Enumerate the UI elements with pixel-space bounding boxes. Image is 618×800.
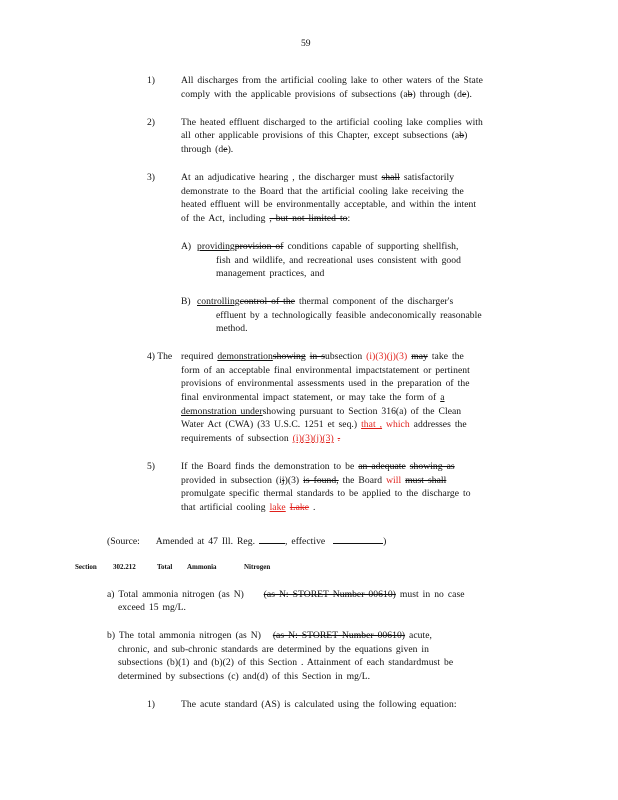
item-3-line-4: of the Act, including , but not limited to:	[181, 213, 351, 224]
subitem-a-line-1: providingprovision of conditions capable of supporting shellfish,	[197, 241, 459, 252]
item-5-number: 5)	[147, 461, 155, 472]
subitem-a-label: A)	[181, 241, 192, 252]
item-1-line-2: comply with the applicable provisions of subsections (ab) through (de).	[181, 89, 472, 100]
item-3-line-2: demonstrate to the Board that the artificial cooling lake receiving the	[181, 186, 464, 197]
section-number: 302.212	[113, 563, 136, 571]
page-number: 59	[301, 38, 311, 49]
item-2-line-2: all other applicable provisions of this Chapter, except subsections (ab)	[181, 130, 468, 141]
section-label: Section	[75, 563, 97, 571]
item-4-line-3: provisions of environmental assessments used in the preparation of the	[181, 378, 470, 389]
item-5-line-3: promulgate specific thermal standards to be applied to the discharge to	[181, 488, 471, 499]
section-title-word-2: Ammonia	[187, 563, 217, 571]
item-4-line-1: required demonstrationshowing in subsection (i)(3)(j)(3) may take the	[181, 351, 464, 362]
subitem-b-line-2: effluent by a technologically feasible andeconomically reasonable	[216, 310, 482, 321]
item-3-number: 3)	[147, 172, 155, 183]
item-4-line-4: final environmental impact statement, or may take the form of a	[181, 392, 445, 403]
item-4-line-7: requirements of subsection (i)(3)(j)(3) .	[181, 433, 341, 444]
item-5-line-4: that artificial cooling lake Lake .	[181, 502, 316, 513]
item-2-number: 2)	[147, 117, 155, 128]
item-5-line-1: If the Board finds the demonstration to be an adequate showing as	[181, 461, 455, 472]
item-1-number: 1)	[147, 75, 155, 86]
item-b1-number: 1)	[147, 699, 155, 710]
subitem-a-line-3: management practices, and	[216, 268, 325, 279]
item-4-line-2: form of an acceptable final environmental impactstatement or pertinent	[181, 365, 470, 376]
part-b-line-2: chronic, and sub-chronic standards are determined by the equations given in	[118, 644, 429, 655]
item-5-line-2: provided in subsection (ij)(3) is found, the Board will must shall	[181, 475, 447, 486]
item-2-line-3: through (de).	[181, 144, 234, 155]
source-note: (Source: Amended at 47 Ill. Reg. , effective )	[107, 536, 387, 547]
item-b1-text: The acute standard (AS) is calculated using the following equation:	[181, 699, 457, 710]
item-3-line-3: heated effluent will be environmentally acceptable, and within the intent	[181, 199, 477, 210]
subitem-b-line-3: method.	[216, 323, 248, 334]
item-4-number: 4) The	[147, 351, 173, 362]
item-2-line-1: The heated effluent discharged to the artificial cooling lake complies with	[181, 117, 483, 128]
part-b-line-4: determined by subsections (c) and(d) of this Section in mg/L.	[118, 671, 371, 682]
part-a-line-1: a) Total ammonia nitrogen (as N) (as N: STORET Number 00610) must in no case	[107, 589, 465, 600]
part-a-line-2: exceed 15 mg/L.	[118, 602, 186, 613]
part-b-line-1: b) The total ammonia nitrogen (as N) (as N: STORET Number 00610) acute,	[107, 630, 432, 641]
item-1-line-1: All discharges from the artificial cooling lake to other waters of the State	[181, 75, 483, 86]
item-4-line-6: Water Act (CWA) (33 U.S.C. 1251 et seq.) that , which addresses the	[181, 419, 467, 430]
item-4-line-5: demonstration undershowing pursuant to Section 316(a) of the Clean	[181, 406, 462, 417]
subitem-b-line-1: controllingcontrol of the thermal component of the discharger's	[197, 296, 454, 307]
part-b-line-3: subsections (b)(1) and (b)(2) of this Section . Attainment of each standardmust be	[118, 657, 454, 668]
section-title-word-1: Total	[157, 563, 173, 571]
subitem-a-line-2: fish and wildlife, and recreational uses consistent with good	[216, 255, 461, 266]
item-3-line-1: At an adjudicative hearing , the discharger must shall satisfactorily	[181, 172, 455, 183]
subitem-b-label: B)	[181, 296, 191, 307]
section-title-word-3: Nitrogen	[244, 563, 271, 571]
